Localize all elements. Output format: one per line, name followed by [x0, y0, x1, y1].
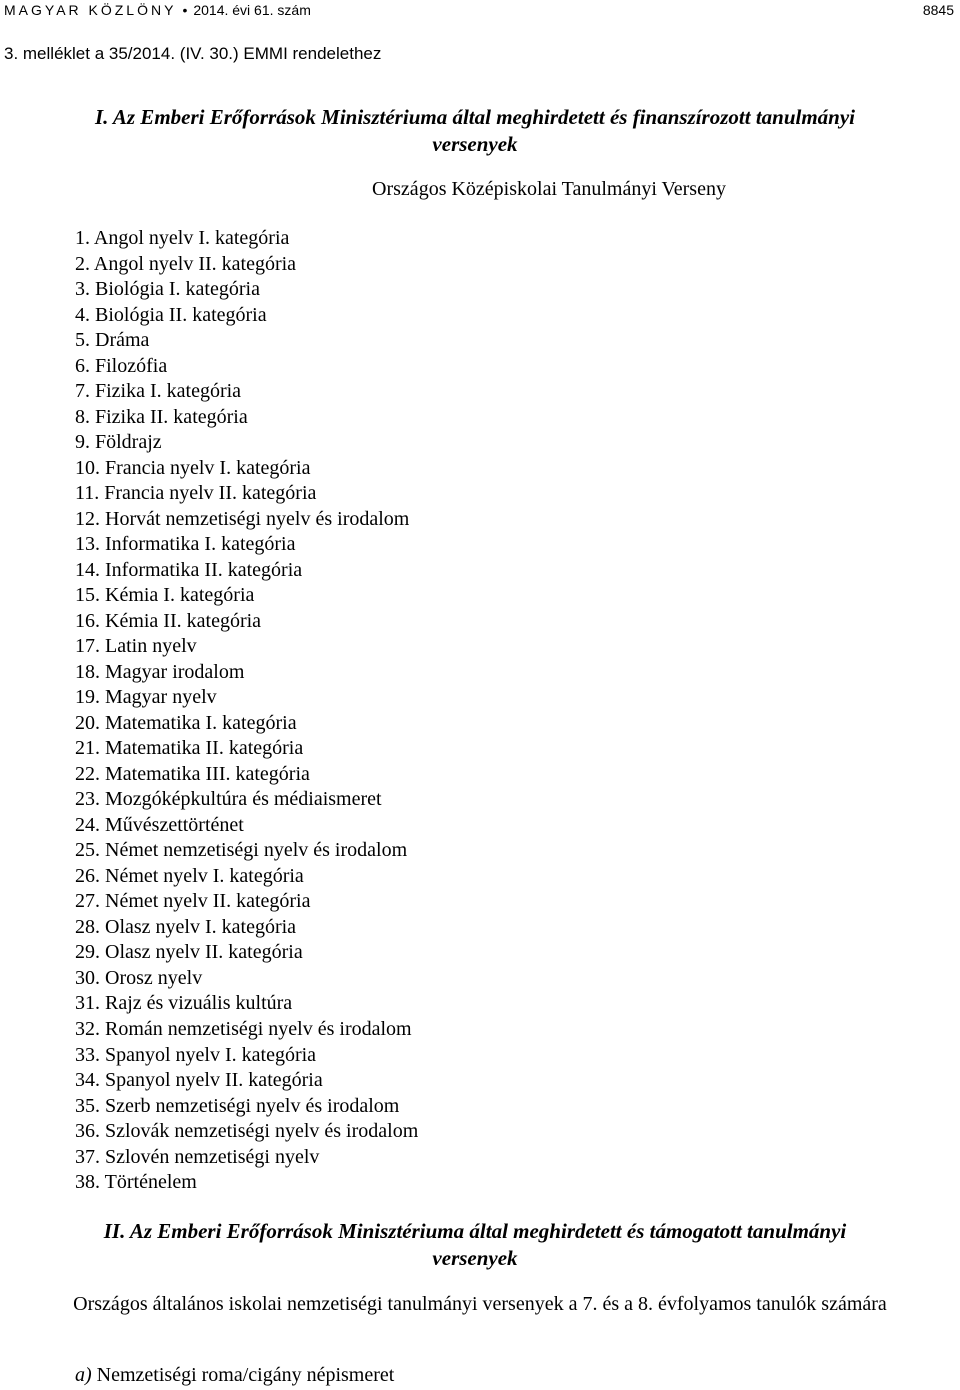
list-item: 28. Olasz nyelv I. kategória: [75, 915, 297, 938]
list-item: 33. Spanyol nyelv I. kategória: [75, 1043, 317, 1066]
list-item: 2. Angol nyelv II. kategória: [75, 252, 297, 275]
sub-item-marker: a): [75, 1364, 92, 1386]
list-item: 32. Román nemzetiségi nyelv és irodalom: [75, 1017, 412, 1040]
list-item: 17. Latin nyelv: [75, 635, 197, 658]
list-item: 18. Magyar irodalom: [75, 660, 245, 683]
list-item: 27. Német nyelv II. kategória: [75, 890, 311, 913]
list-item: 14. Informatika II. kategória: [75, 558, 303, 581]
section-1-title: I. Az Emberi Erőforrások Minisztériuma által meghirdetett és finanszírozott tanulmányi versenyek: [94, 105, 856, 156]
list-item: 37. Szlovén nemzetiségi nyelv: [75, 1145, 320, 1168]
sub-item-a: [75, 1364, 394, 1387]
annex-reference: 3. melléklet a 35/2014. (IV. 30.) EMMI rendelethez: [4, 44, 382, 63]
list-item: 16. Kémia II. kategória: [75, 609, 262, 632]
list-item: 8. Fizika II. kategória: [75, 405, 248, 428]
list-item: 20. Matematika I. kategória: [75, 711, 297, 734]
competition-list: [75, 226, 418, 1196]
section-1-subtitle: Országos Középiskolai Tanulmányi Verseny: [372, 178, 726, 200]
list-item: 23. Mozgóképkultúra és médiaismeret: [75, 788, 382, 811]
list-item: 26. Német nyelv I. kategória: [75, 864, 304, 887]
list-item: 10. Francia nyelv I. kategória: [75, 456, 311, 479]
list-item: 31. Rajz és vizuális kultúra: [75, 992, 293, 1015]
list-item: 22. Matematika III. kategória: [75, 762, 310, 785]
list-item: 11. Francia nyelv II. kategória: [75, 482, 317, 505]
header-separator: •: [182, 2, 188, 18]
list-item: 12. Horvát nemzetiségi nyelv és irodalom: [75, 507, 410, 530]
list-item: 15. Kémia I. kategória: [75, 584, 255, 607]
list-item: 35. Szerb nemzetiségi nyelv és irodalom: [75, 1094, 400, 1117]
list-item: 34. Spanyol nyelv II. kategória: [75, 1069, 323, 1092]
list-item: 1. Angol nyelv I. kategória: [75, 227, 290, 249]
list-item: 3. Biológia I. kategória: [75, 278, 260, 301]
list-item: 13. Informatika I. kategória: [75, 533, 296, 556]
list-item: 29. Olasz nyelv II. kategória: [75, 941, 303, 964]
list-item: 30. Orosz nyelv: [75, 966, 203, 989]
list-item: 25. Német nemzetiségi nyelv és irodalom: [75, 839, 408, 862]
list-item: 24. Művészettörténet: [75, 813, 244, 836]
section-2-title: II. Az Emberi Erőforrások Minisztériuma által meghirdetett és támogatott tanulmányi versenyek: [103, 1219, 847, 1270]
list-item: 36. Szlovák nemzetiségi nyelv és irodalom: [75, 1120, 419, 1143]
list-item: 38. Történelem: [75, 1171, 197, 1194]
list-item: 19. Magyar nyelv: [75, 686, 217, 709]
journal-name: MAGYAR KÖZLÖNY: [4, 2, 177, 18]
list-item: 9. Földrajz: [75, 431, 162, 454]
list-item: 7. Fizika I. kategória: [75, 380, 242, 403]
running-header: [4, 2, 311, 18]
section-2-subtitle: Országos általános iskolai nemzetiségi tanulmányi versenyek a 7. és a 8. évfolyamos tanulók számára: [73, 1293, 887, 1315]
sub-item-text: Nemzetiségi roma/cigány népismeret: [96, 1364, 395, 1386]
issue-info: 2014. évi 61. szám: [193, 2, 311, 18]
list-item: 5. Dráma: [75, 329, 150, 352]
list-item: 21. Matematika II. kategória: [75, 737, 304, 760]
page-number: 8845: [922, 2, 954, 18]
list-item: 4. Biológia II. kategória: [75, 303, 267, 326]
list-item: 6. Filozófia: [75, 354, 168, 377]
